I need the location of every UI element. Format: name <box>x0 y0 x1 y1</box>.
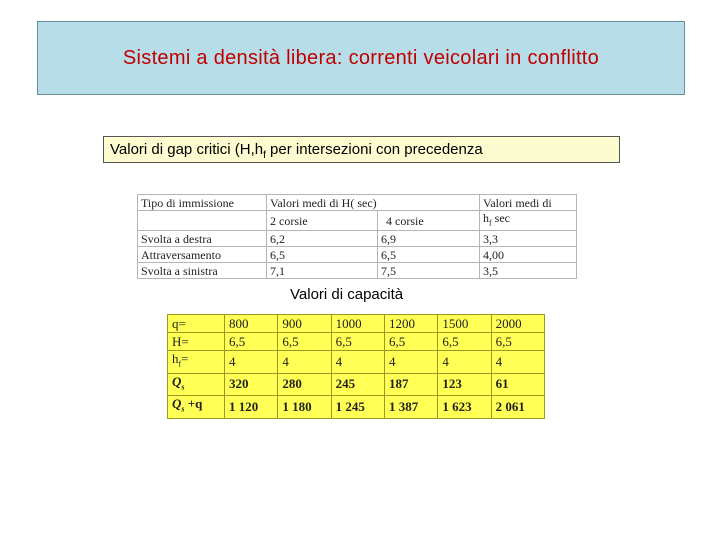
cap-cell: 6,5 <box>331 333 384 351</box>
cap-cell: 1 387 <box>384 396 437 419</box>
cap-cell: 6,5 <box>438 333 491 351</box>
cap-cell: 280 <box>278 373 331 396</box>
cap-cell: 4 <box>331 351 384 374</box>
cap-cell: 4 <box>278 351 331 374</box>
hf-sub: f <box>489 218 492 228</box>
subheader-2-corsie: 2 corsie <box>267 211 378 231</box>
cap-row-label <box>168 373 225 396</box>
cap-cell: 900 <box>278 315 331 333</box>
cap-cell: 1 245 <box>331 396 384 419</box>
gap-cell-tipo: Attraversamento <box>138 247 267 263</box>
gap-header-row <box>138 195 577 211</box>
cap-cell: 123 <box>438 373 491 396</box>
slide-title: Sistemi a densità libera: correnti veicolari in conflitto <box>122 46 600 69</box>
gap-row <box>138 263 577 279</box>
cap-row-label <box>168 351 225 374</box>
gap-caption-text-after: per intersezioni con precedenza <box>265 141 483 158</box>
gap-cell-hf: 3,3 <box>480 231 577 247</box>
cap-row-q <box>168 315 545 333</box>
cap-row-qs <box>168 373 545 396</box>
title-box <box>37 21 685 95</box>
cap-row-hf <box>168 351 545 374</box>
cap-label-text: Q <box>172 396 182 412</box>
cap-cell: 1 623 <box>438 396 491 419</box>
gap-cell-h2: 7,1 <box>267 263 378 279</box>
cap-label-sub: s <box>181 382 185 392</box>
hf-unit: sec <box>491 211 510 225</box>
hf-label: h <box>483 211 489 225</box>
gap-cell-h2: 6,2 <box>267 231 378 247</box>
gap-subheader-row <box>138 211 577 231</box>
cap-label-text: q= <box>172 315 186 331</box>
cap-cell: 1000 <box>331 315 384 333</box>
header-h-medi: Valori medi di H( sec) <box>267 195 480 211</box>
cap-row-label <box>168 333 225 351</box>
gap-cell-hf: 4,00 <box>480 247 577 263</box>
subheader-hf <box>480 211 577 231</box>
cap-cell: 320 <box>225 373 278 396</box>
cap-cell: 1200 <box>384 315 437 333</box>
gap-cell-h4: 7,5 <box>378 263 480 279</box>
header-hf-medi: Valori medi di <box>480 195 577 211</box>
gap-cell-h4: 6,5 <box>378 247 480 263</box>
cap-row-label <box>168 396 225 419</box>
cap-cell: 187 <box>384 373 437 396</box>
gap-row <box>138 247 577 263</box>
cap-cell: 800 <box>225 315 278 333</box>
gap-cell-h2: 6,5 <box>267 247 378 263</box>
gap-cell-hf: 3,5 <box>480 263 577 279</box>
gap-row <box>138 231 577 247</box>
cap-row-qs-plus-q <box>168 396 545 419</box>
cap-cell: 6,5 <box>225 333 278 351</box>
cap-cell: 245 <box>331 373 384 396</box>
cap-cell: 4 <box>384 351 437 374</box>
cap-label-text: h <box>172 351 179 366</box>
cap-label-suffix: = <box>181 351 189 366</box>
cap-row-h <box>168 333 545 351</box>
cap-cell: 6,5 <box>491 333 544 351</box>
cap-cell: 6,5 <box>278 333 331 351</box>
cap-cell: 2000 <box>491 315 544 333</box>
subheader-4-corsie: 4 corsie <box>378 211 480 231</box>
cap-cell: 4 <box>225 351 278 374</box>
gap-caption-text: Valori di gap critici (H,h <box>110 141 264 158</box>
capacity-label: Valori di capacità <box>290 286 404 303</box>
subheader-empty <box>138 211 267 231</box>
gap-cell-h4: 6,9 <box>378 231 480 247</box>
cap-label-suffix: +q <box>184 396 203 412</box>
cap-cell: 6,5 <box>384 333 437 351</box>
cap-cell: 2 061 <box>491 396 544 419</box>
gap-caption-sub: f <box>263 150 266 161</box>
gap-table <box>137 194 577 279</box>
cap-cell: 4 <box>438 351 491 374</box>
cap-row-label <box>168 315 225 333</box>
gap-cell-tipo: Svolta a destra <box>138 231 267 247</box>
cap-label-text: H= <box>172 333 189 349</box>
cap-label-text: Q <box>172 373 182 389</box>
cap-cell: 1 180 <box>278 396 331 419</box>
gap-caption <box>103 136 620 163</box>
cap-cell: 4 <box>491 351 544 374</box>
cap-cell: 61 <box>491 373 544 396</box>
cap-cell: 1 120 <box>225 396 278 419</box>
header-tipo: Tipo di immissione <box>138 195 267 211</box>
cap-label-sub: s <box>181 404 185 414</box>
cap-label-sub: f <box>178 359 182 369</box>
capacity-table <box>167 314 545 419</box>
cap-cell: 1500 <box>438 315 491 333</box>
gap-cell-tipo: Svolta a sinistra <box>138 263 267 279</box>
